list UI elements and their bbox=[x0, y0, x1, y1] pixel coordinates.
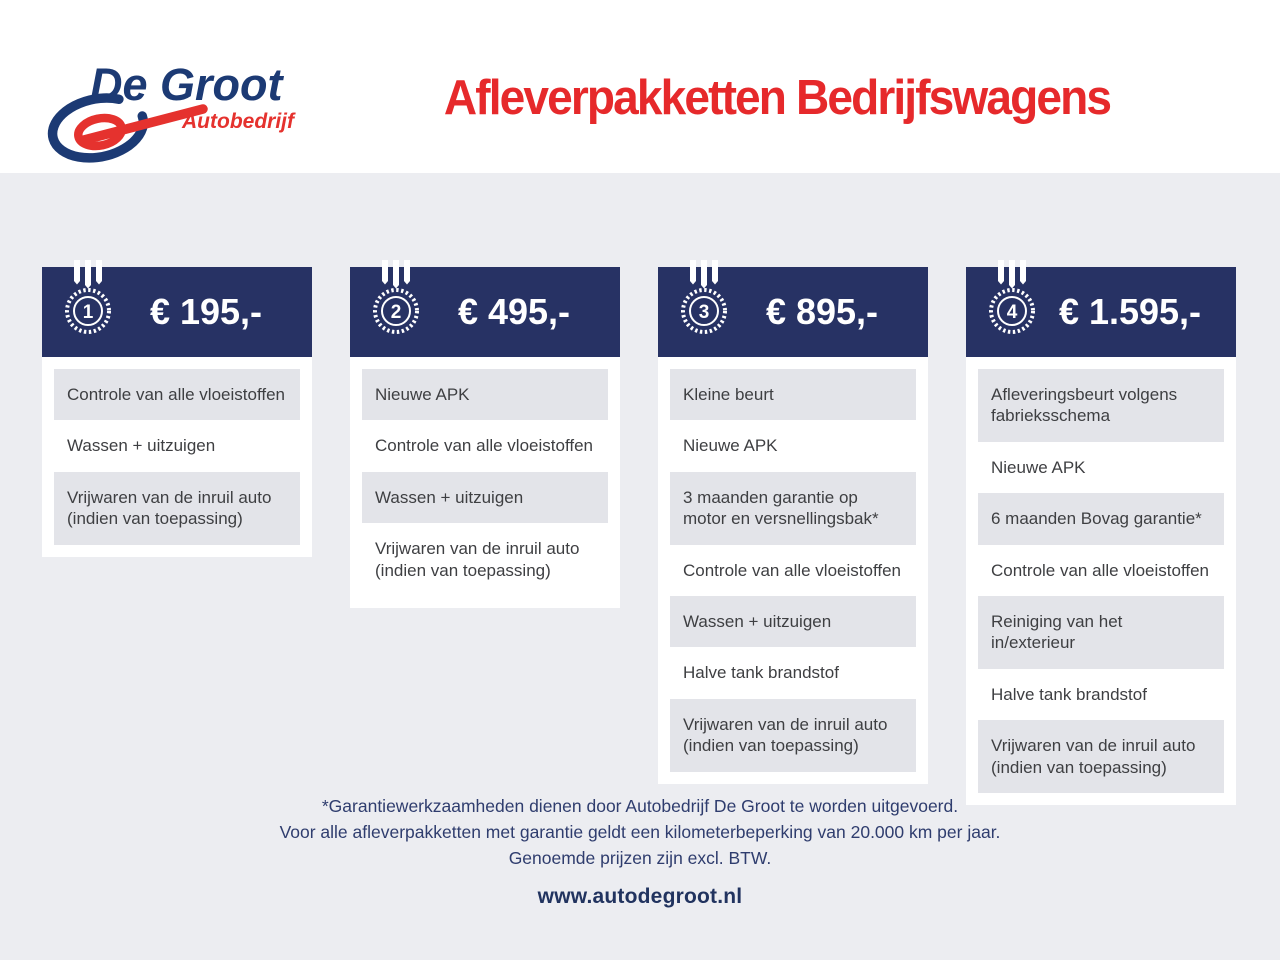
package-card bbox=[658, 267, 928, 784]
footnote-line: *Garantiewerkzaamheden dienen door Autobedrijf De Groot te worden uitgevoerd. bbox=[321, 796, 959, 816]
package-item: 3 maanden garantie op motor en versnellingsbak* bbox=[670, 472, 916, 545]
package-item-list bbox=[42, 357, 312, 557]
package-item: Nieuwe APK bbox=[978, 442, 1224, 493]
page-title: Afleverpakketten Bedrijfswagens bbox=[443, 71, 1111, 125]
package-item: Reiniging van het in/exterieur bbox=[978, 596, 1224, 669]
medal-icon bbox=[62, 260, 114, 342]
svg-text:1: 1 bbox=[82, 302, 94, 323]
package-item-list bbox=[350, 357, 620, 608]
package-price: € 195,- bbox=[149, 291, 263, 332]
package-header bbox=[42, 267, 312, 357]
package-card bbox=[966, 267, 1236, 805]
package-item: Vrijwaren van de inruil auto (indien van toepassing) bbox=[670, 699, 916, 772]
package-card bbox=[42, 267, 312, 557]
package-item: Controle van alle vloeistoffen bbox=[978, 545, 1224, 596]
svg-text:3: 3 bbox=[698, 302, 710, 323]
header-band bbox=[0, 0, 1280, 173]
package-header bbox=[966, 267, 1236, 357]
package-item: Controle van alle vloeistoffen bbox=[362, 420, 608, 471]
package-item-list bbox=[658, 357, 928, 784]
footnotes bbox=[0, 793, 1280, 871]
svg-text:4: 4 bbox=[1006, 302, 1018, 323]
logo-name: De Groot bbox=[90, 59, 283, 110]
package-item: Wassen + uitzuigen bbox=[670, 596, 916, 647]
website-url[interactable]: www.autodegroot.nl bbox=[537, 885, 743, 908]
logo-subtitle: Autobedrijf bbox=[182, 110, 294, 133]
package-item: Controle van alle vloeistoffen bbox=[54, 369, 300, 420]
package-item: Halve tank brandstof bbox=[978, 669, 1224, 720]
package-item: Halve tank brandstof bbox=[670, 647, 916, 698]
medal-icon bbox=[370, 260, 422, 342]
package-price: € 895,- bbox=[765, 291, 879, 332]
medal-icon bbox=[678, 260, 730, 342]
package-item: Afleveringsbeurt volgens fabrieksschema bbox=[978, 369, 1224, 442]
content-area bbox=[0, 173, 1280, 960]
package-item: Vrijwaren van de inruil auto (indien van toepassing) bbox=[54, 472, 300, 545]
package-item: 6 maanden Bovag garantie* bbox=[978, 493, 1224, 544]
package-item: Kleine beurt bbox=[670, 369, 916, 420]
package-item: Controle van alle vloeistoffen bbox=[670, 545, 916, 596]
package-item: Vrijwaren van de inruil auto (indien van toepassing) bbox=[362, 523, 608, 596]
package-item: Wassen + uitzuigen bbox=[362, 472, 608, 523]
package-header bbox=[658, 267, 928, 357]
package-item: Wassen + uitzuigen bbox=[54, 420, 300, 471]
svg-text:2: 2 bbox=[390, 302, 402, 323]
package-item: Nieuwe APK bbox=[670, 420, 916, 471]
package-item: Vrijwaren van de inruil auto (indien van toepassing) bbox=[978, 720, 1224, 793]
package-item-list bbox=[966, 357, 1236, 805]
package-card bbox=[350, 267, 620, 608]
package-item: Nieuwe APK bbox=[362, 369, 608, 420]
footnote-line: Voor alle afleverpakketten met garantie geldt een kilometerbeperking van 20.000 km per jaar. bbox=[279, 822, 1001, 842]
package-price: € 1.595,- bbox=[1058, 291, 1202, 332]
medal-icon bbox=[986, 260, 1038, 342]
footnote-line: Genoemde prijzen zijn excl. BTW. bbox=[508, 848, 772, 868]
company-logo bbox=[40, 52, 302, 168]
packages-row bbox=[42, 267, 1236, 805]
package-header bbox=[350, 267, 620, 357]
package-price: € 495,- bbox=[457, 291, 571, 332]
